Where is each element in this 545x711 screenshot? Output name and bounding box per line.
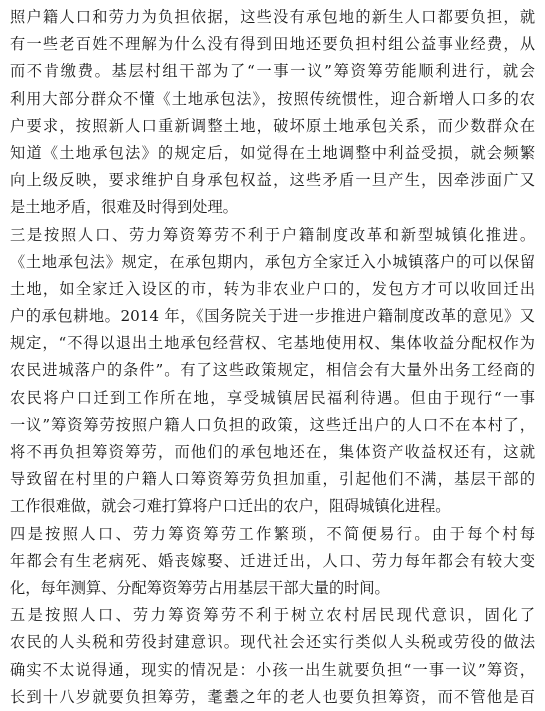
text-line: 照户籍人口和劳力为负担依据，这些没有承包地的新生人口都要负担，就 [10,8,535,26]
text-line: 四是按照人口、劳力筹资筹劳工作繁琐，不简便易行。由于每个村每 [10,524,535,543]
text-line: 将不再负担筹资筹劳，而他们的承包地还在，集体资产收益权还有，这就 [10,443,535,461]
text-line: 规定，“不得以退出土地承包经营权、宅基地使用权、集体收益分配权作为 [10,334,535,353]
text-line: 户的承包耕地。2014 年，《国务院关于进一步推进户籍制度改革的意见》又 [10,307,535,326]
text-line: 《土地承包法》规定，在承包期内，承包方全家迁入小城镇落户的可以保留 [10,252,535,271]
paragraph-2 [10,222,535,521]
text-line: 确实不太说得通，现实的情况是：小孩一出生就要负担“一事一议”筹资， [10,660,535,679]
text-line: 工作很难做，就会刁难打算将户口迁出的农户，阻碍城镇化进程。 [10,497,451,516]
text-line: 土地，如全家迁入设区的市，转为非农业户口的，发包方才可以收回迁出 [10,279,535,298]
text-line: 户要求，按照新人口重新调整土地，破坏原土地承包关系，而少数群众在 [10,116,535,135]
text-line: 知道《土地承包法》的规定后，如觉得在土地调整中利益受损，就会频繁 [10,143,535,162]
paragraph-4 [10,602,535,711]
text-line: 年都会有生老病死、婚丧嫁娶、迁进迁出，人口、劳力每年都会有较大变 [10,551,535,570]
text-line: 向上级反映，要求维护自身承包权益，这些矛盾一旦产生，因牵涉面广又 [10,171,535,190]
text-line: 三是按照人口、劳力筹资筹劳不利于户籍制度改革和新型城镇化推进。 [10,225,535,244]
text-line: 而不肯缴费。基层村组干部为了“一事一议”筹资筹劳能顺利进行，就会 [10,62,535,81]
text-line: 农民进城落户的条件”。有了这些政策规定，相信会有大量外出务工经商的 [10,361,535,380]
text-line: 有一些老百姓不理解为什么没有得到田地还要负担村组公益事业经费，从 [10,35,535,54]
text-line: 五是按照人口、劳力筹资筹劳不利于树立农村居民现代意识，固化了 [10,606,535,625]
text-line: 长到十八岁就要负担筹劳，耄耋之年的老人也要负担筹资，而不管他是百 [10,687,535,706]
text-line: 利用大部分群众不懂《土地承包法》，按照传统惯性，迎合新增人口多的农 [10,89,535,108]
text-line: 一议”筹资筹劳按照户籍人口负担的政策，这些迁出户的人口不在本村了， [10,415,535,434]
paragraph-1 [10,4,535,222]
text-line: 是土地矛盾，很难及时得到处理。 [10,198,238,217]
text-line: 农民的人头税和劳役封建意识。现代社会还实行类似人头税或劳役的做法 [10,633,535,652]
text-line: 化，每年测算、分配筹资筹劳占用基层干部大量的时间。 [10,578,390,597]
paragraph-3 [10,521,535,603]
text-line: 农民将户口迁到工作所在地，享受城镇居民福利待遇。但由于现行“一事 [10,388,535,407]
text-line: 导致留在村里的户籍人口筹资筹劳负担加重，引起他们不满，基层干部的 [10,470,535,489]
